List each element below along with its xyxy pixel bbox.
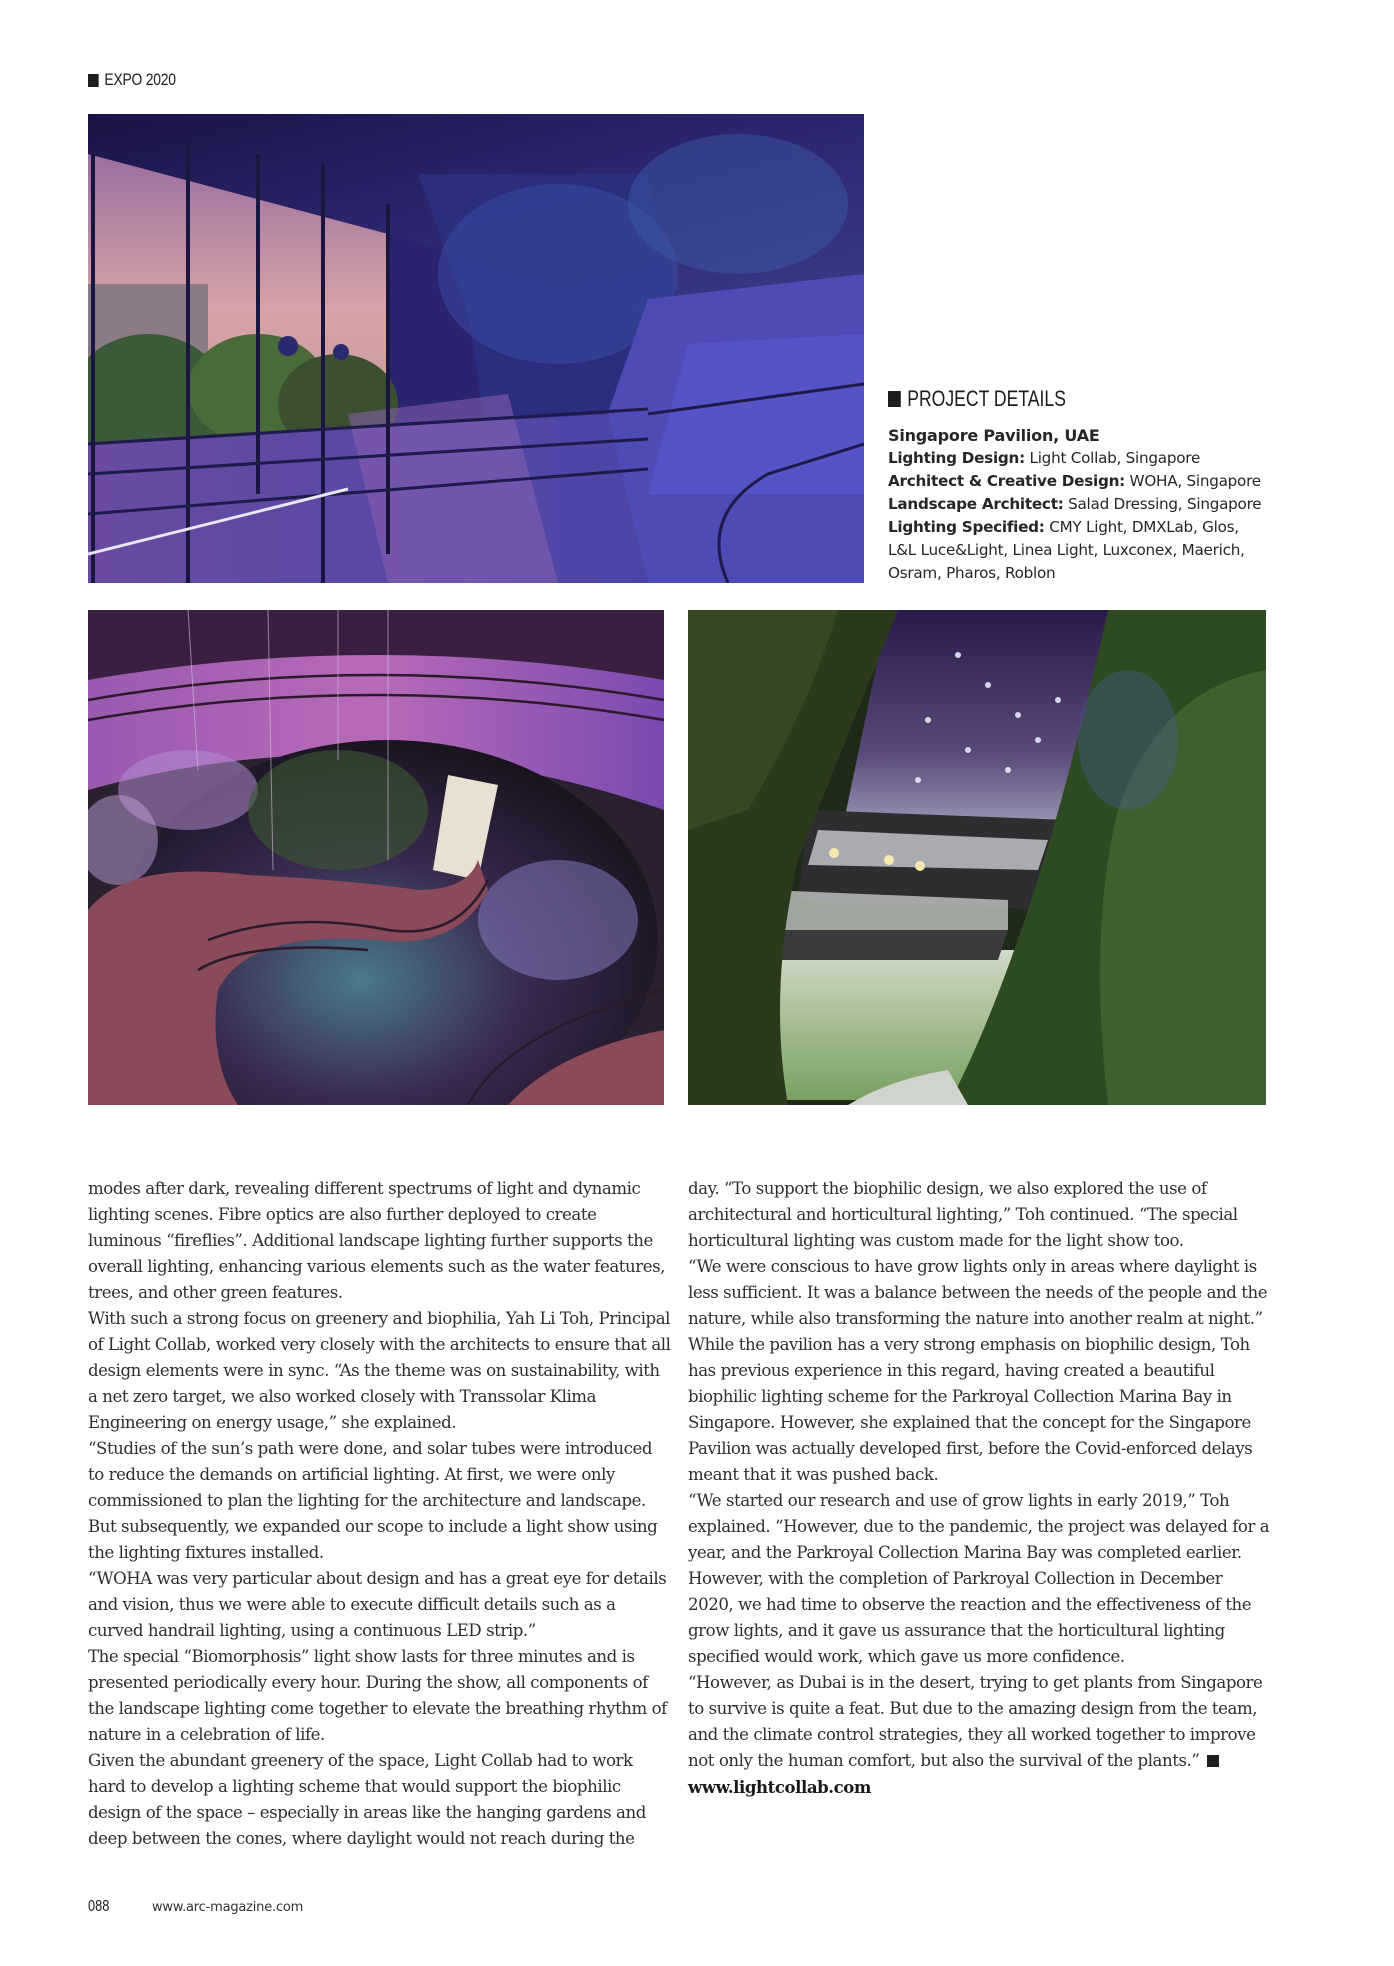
section-tag — [88, 70, 176, 90]
square-bullet-icon — [88, 74, 99, 87]
detail-row-lighting-design — [888, 447, 1288, 470]
detail-continuation: Osram, Pharos, Roblon — [888, 564, 1056, 582]
paragraph: modes after dark, revealing different spectrums of light and dynamic lighting scenes. Fibre optics are also further deployed to create luminous “fireflies”. Additional landscape lighting further supports the overall lighting, enhancing various elements such as the water features, trees, and other green features. — [88, 1179, 665, 1302]
paragraph: “WOHA was very particular about design and has a great eye for details and vision, thus we were able to execute difficult details such as a curved handrail lighting, using a continuous LED strip.” — [88, 1569, 667, 1640]
photo-green-cones — [688, 610, 1266, 1105]
detail-value: WOHA, Singapore — [1124, 472, 1261, 490]
photo-spiral-image — [88, 610, 664, 1105]
project-name: Singapore Pavilion, UAE — [888, 426, 1100, 445]
paragraph-text: “However, as Dubai is in the desert, trying to get plants from Singapore to survive is quite a feat. But due to the amazing design from the team, and the climate control strategies, they all worked together to improve not only the human comfort, but also the survival of the plants.” — [688, 1673, 1263, 1770]
article-column-left — [88, 1176, 672, 1852]
detail-value: Light Collab, Singapore — [1024, 449, 1201, 467]
photo-cones-image — [688, 610, 1266, 1105]
detail-label: Lighting Specified: — [888, 518, 1045, 536]
paragraph-final — [688, 1670, 1272, 1774]
paragraph: “We started our research and use of grow lights in early 2019,” Toh explained. “However, due to the pandemic, the project was delayed for a year, and the Parkroyal Collection Marina Bay was completed earlier. However, with the completion of Parkroyal Collection in December 2020, we had time to observe the reaction and the effectiveness of the grow lights, and it gave us assurance that the horticultural lighting specified would work, which gave us more confidence. — [688, 1491, 1270, 1666]
paragraph: With such a strong focus on greenery and biophilia, Yah Li Toh, Principal of Light Collab, worked very closely with the architects to ensure that all design elements were in sync. “As the theme was on sustainability, with a net zero target, we also worked closely with Transsolar Klima Engineering on energy usage,” she explained. — [88, 1309, 671, 1432]
magazine-url[interactable]: www.arc-magazine.com — [152, 1899, 304, 1915]
section-label: EXPO 2020 — [104, 70, 176, 89]
detail-continuation: L&L Luce&Light, Linea Light, Luxconex, Maerich, — [888, 541, 1245, 559]
page-number: 088 — [88, 1898, 110, 1915]
detail-label: Lighting Design: — [888, 449, 1025, 467]
detail-label: Landscape Architect: — [888, 495, 1064, 513]
detail-row-landscape — [888, 493, 1288, 516]
project-details-panel — [888, 384, 1288, 585]
article-column-right — [688, 1176, 1272, 1800]
paragraph: Given the abundant greenery of the space, Light Collab had to work hard to develop a lighting scheme that would support the biophilic design of the space – especially in areas like the hanging gardens and deep between the cones, where daylight would not reach during the — [88, 1751, 646, 1848]
project-details-title: PROJECT DETAILS — [907, 386, 1066, 411]
detail-value: Salad Dressing, Singapore — [1063, 495, 1262, 513]
paragraph: “Studies of the sun’s path were done, and solar tubes were introduced to reduce the demands on artificial lighting. At first, we were only commissioned to plan the lighting for the architecture and landscape. But subsequently, we expanded our scope to include a light show using the lighting fixtures installed. — [88, 1439, 658, 1562]
end-of-article-icon — [1207, 1755, 1219, 1767]
detail-row-architect — [888, 470, 1288, 493]
photo-spiral-walkway — [88, 610, 664, 1105]
paragraph: The special “Biomorphosis” light show lasts for three minutes and is presented periodically every hour. During the show, all components of the landscape lighting come together to elevate the breathing rhythm of nature in a celebration of life. — [88, 1647, 667, 1744]
photo-walkway-image — [88, 114, 864, 583]
page-footer — [88, 1898, 303, 1916]
project-details-heading — [888, 384, 1208, 414]
photo-walkway-violet — [88, 114, 864, 583]
detail-label: Architect & Creative Design: — [888, 472, 1125, 490]
square-bullet-icon — [888, 391, 901, 407]
paragraph: day. “To support the biophilic design, we also explored the use of architectural and horticultural lighting,” Toh continued. “The special horticultural lighting was custom made for the light show too. — [688, 1179, 1238, 1250]
paragraph: “We were conscious to have grow lights only in areas where daylight is less sufficient. It was a balance between the needs of the people and the nature, while also transforming the nature into another realm at night.” — [688, 1257, 1268, 1328]
detail-row-lighting-specified — [888, 516, 1288, 539]
detail-value: CMY Light, DMXLab, Glos, — [1044, 518, 1239, 536]
website-link[interactable]: www.lightcollab.com — [688, 1777, 871, 1797]
paragraph: While the pavilion has a very strong emphasis on biophilic design, Toh has previous experience in this regard, having created a beautiful biophilic lighting scheme for the Parkroyal Collection Marina Bay in Singapore. However, she explained that the concept for the Singapore Pavilion was actually developed first, before the Covid-enforced delays meant that it was pushed back. — [688, 1335, 1253, 1484]
